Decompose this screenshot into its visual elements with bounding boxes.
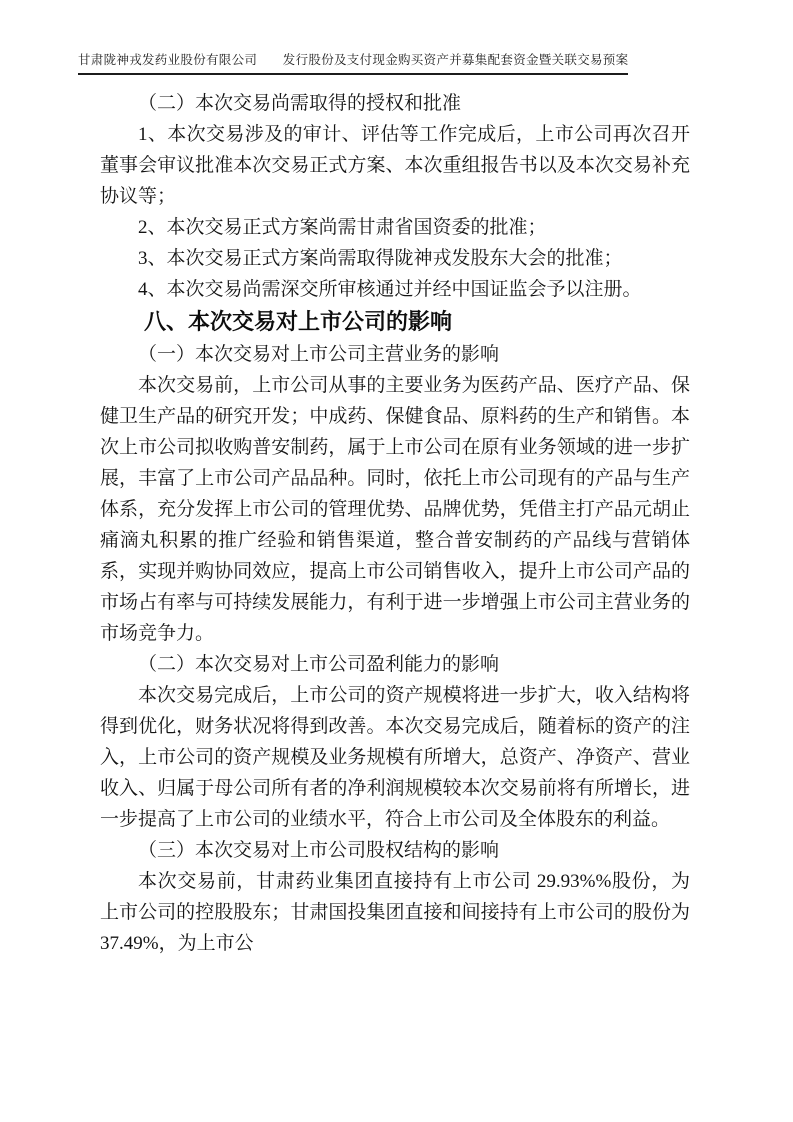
- section-heading-profitability: （二）本次交易对上市公司盈利能力的影响: [138, 654, 500, 675]
- page-content: [100, 88, 690, 959]
- chapter-heading-impact: 八、本次交易对上市公司的影响: [144, 309, 453, 334]
- section-heading-main-business: （一）本次交易对上市公司主营业务的影响: [138, 344, 500, 365]
- page-header-title: 甘肃陇神戎发药业股份有限公司 发行股份及支付现金购买资产并募集配套资金暨关联交易预案: [78, 53, 629, 67]
- section-heading-equity-structure: （三）本次交易对上市公司股权结构的影响: [138, 840, 500, 861]
- approval-item-3: 3、本次交易正式方案尚需取得陇神戎发股东大会的批准；: [138, 248, 623, 269]
- paragraph-profitability: 本次交易完成后，上市公司的资产规模将进一步扩大，收入结构将得到优化，财务状况将得到改善。本次交易完成后，随着标的资产的注入，上市公司的资产规模及业务规模有所增大，总资产、净资产、营业收入、归属于母公司所有者的净利润规模较本次交易前将有所增长，进一步提高了上市公司的业绩水平，符合上市公司及全体股东的利益。: [100, 685, 690, 830]
- approval-item-2: 2、本次交易正式方案尚需甘肃省国资委的批准；: [138, 217, 547, 238]
- section-heading-authorization: （二）本次交易尚需取得的授权和批准: [138, 93, 462, 114]
- page-header: [78, 52, 628, 75]
- paragraph-equity-structure: 本次交易前，甘肃药业集团直接持有上市公司 29.93%%股份，为上市公司的控股股东；甘肃国投集团直接和间接持有上市公司的股份为 37.49%，为上市公: [100, 871, 690, 954]
- approval-item-1: 1、本次交易涉及的审计、评估等工作完成后，上市公司再次召开董事会审议批准本次交易正式方案、本次重组报告书以及本次交易补充协议等；: [100, 124, 690, 207]
- approval-item-4: 4、本次交易尚需深交所审核通过并经中国证监会予以注册。: [138, 279, 642, 300]
- paragraph-main-business: 本次交易前，上市公司从事的主要业务为医药产品、医疗产品、保健卫生产品的研究开发；中成药、保健食品、原料药的生产和销售。本次上市公司拟收购普安制药，属于上市公司在原有业务领域的进一步扩展，丰富了上市公司产品品种。同时，依托上市公司现有的产品与生产体系，充分发挥上市公司的管理优势、品牌优势，凭借主打产品元胡止痛滴丸积累的推广经验和销售渠道，整合普安制药的产品线与营销体系，实现并购协同效应，提高上市公司销售收入，提升上市公司产品的市场占有率与可持续发展能力，有利于进一步增强上市公司主营业务的市场竞争力。: [100, 375, 690, 644]
